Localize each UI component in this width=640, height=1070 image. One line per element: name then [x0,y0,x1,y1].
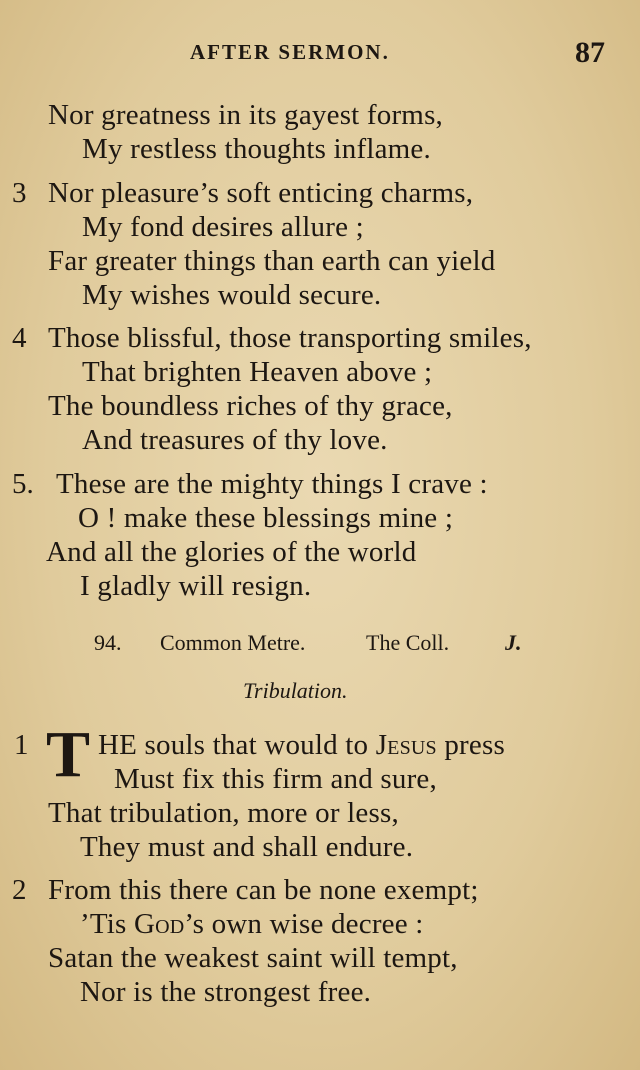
hymn-number: 94. [94,630,122,655]
verse-line: Nor is the strongest free. [80,976,372,1008]
verse-line: These are the mighty things I crave : [56,468,488,500]
hymn-metre: Common Metre. [160,630,306,655]
page-header [0,36,640,76]
drop-cap: T [46,718,91,791]
divine-name: Jesus [375,729,437,761]
verse-line: And treasures of thy love. [82,424,388,456]
running-head: AFTER SERMON. [190,40,390,64]
verse-line: That brighten Heaven above ; [82,356,433,388]
verse-number: 2 [12,874,27,906]
verse-line [98,728,505,762]
verse-line: My restless thoughts inflame. [82,133,431,165]
verse-line: O ! make these blessings mine ; [78,502,454,534]
verse-line-text: press [444,729,505,761]
verse-line-text: ’Tis [80,908,127,940]
verse-line: My wishes would secure. [82,279,382,311]
verse-line: I gladly will resign. [80,570,312,602]
verse-line-text: ’s own wise decree : [184,908,424,940]
verse-line: They must and shall endure. [80,831,414,863]
verse-line: Nor pleasure’s soft enticing charms, [48,177,474,209]
divine-name: God [133,908,185,940]
page-number: 87 [575,36,605,69]
verse-line: From this there can be none exempt; [48,874,479,906]
hymn-subject: Tribulation. [243,678,348,703]
verse-number: 1 [14,729,29,761]
verse-line: My fond desires allure ; [82,211,364,243]
verse-line: Far greater things than earth can yield [48,245,496,277]
hymn-heading [0,630,640,664]
verse-line: Must fix this firm and sure, [114,763,437,795]
verse-line: Nor greatness in its gayest forms, [48,99,444,131]
hymn-tune: The Coll. [366,630,450,655]
verse-line [80,907,424,941]
verse-line: The boundless riches of thy grace, [48,390,453,422]
verse-number: 3 [12,177,27,209]
verse-line: Those blissful, those transporting smiles, [48,322,532,354]
verse-number: 4 [12,322,27,354]
verse-line: Satan the weakest saint will tempt, [48,942,458,974]
hymn-author: J. [505,630,522,655]
verse-line-text: HE souls that would to [98,729,369,761]
verse-line: That tribulation, more or less, [48,797,399,829]
verse-line: And all the glories of the world [46,536,417,568]
verse-number: 5. [12,468,34,500]
